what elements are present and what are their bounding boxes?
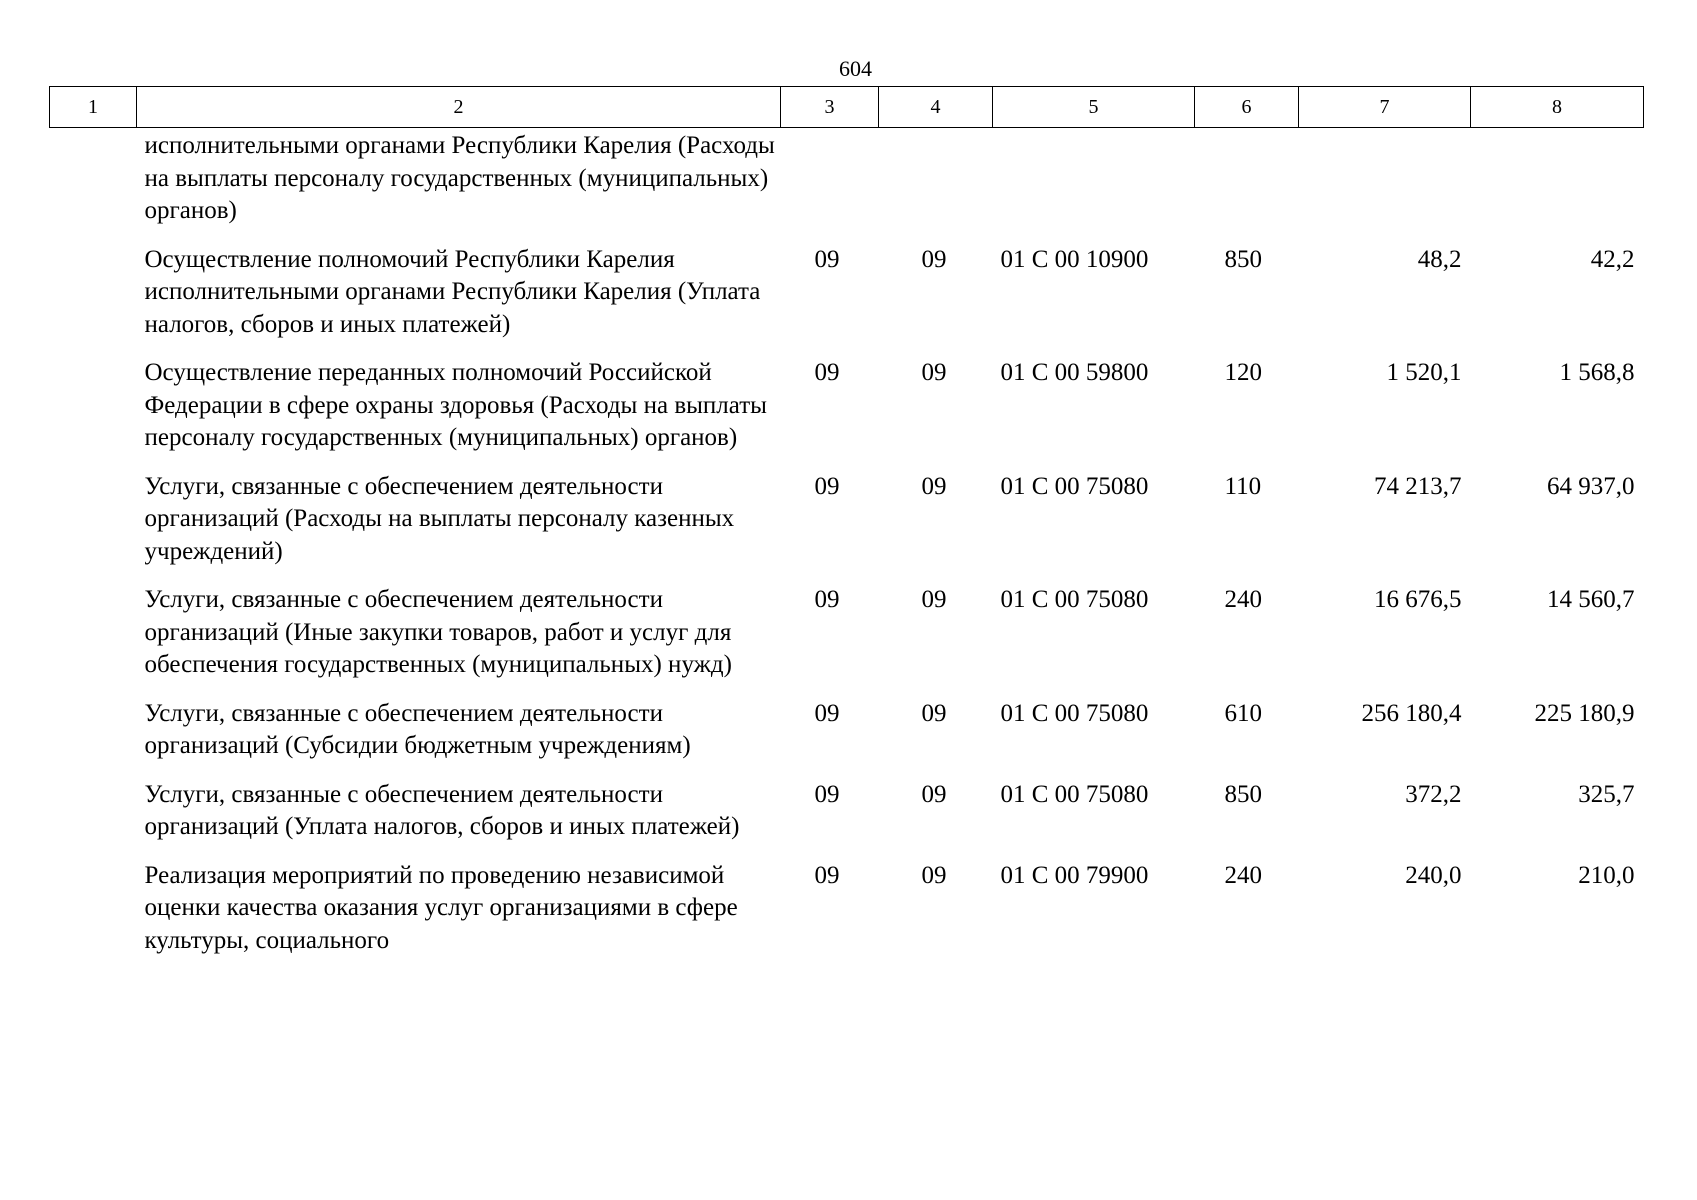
row-expense-type: 110 [1224, 472, 1262, 500]
row-amount-year-2: 42,2 [1590, 245, 1635, 273]
table-row [50, 357, 1644, 471]
row-target-article: 01 С 00 75080 [1000, 699, 1149, 727]
row-subsection: 09 [921, 780, 947, 808]
row-target-article: 01 С 00 59800 [1000, 359, 1149, 386]
row-amount-year-1: 240,0 [1405, 861, 1462, 889]
row-subsection: 09 [921, 861, 947, 889]
row-name: Осуществление полномочий Республики Карелия исполнительными органами Республики Карелия (Уплата налогов, сборов и иных платежей) [144, 245, 761, 338]
row-name: Осуществление переданных полномочий Российской Федерации в сфере охраны здоровья (Расходы на выплаты персоналу государственных (муниципальных) органов) [144, 359, 767, 451]
row-target-article: 01 С 00 79900 [1000, 861, 1149, 889]
row-name: Услуги, связанные с обеспечением деятельности организаций (Расходы на выплаты персоналу казенных учреждений) [144, 472, 735, 565]
header-col-3: 3 [781, 87, 879, 128]
row-section: 09 [814, 699, 840, 727]
row-target-article [993, 128, 1195, 244]
row-expense-type: 850 [1224, 245, 1262, 273]
row-name: Услуги, связанные с обеспечением деятельности организаций (Субсидии бюджетным учреждениям) [144, 699, 691, 759]
row-section: 09 [814, 359, 840, 386]
row-section: 09 [814, 245, 840, 273]
row-section: 09 [814, 586, 840, 613]
row-amount-year-1: 1 520,1 [1386, 359, 1462, 386]
row-amount-year-2 [1471, 128, 1644, 244]
row-subsection: 09 [921, 699, 947, 727]
row-amount-year-2: 210,0 [1578, 861, 1635, 889]
row-expense-type: 610 [1224, 699, 1262, 727]
table-row [50, 779, 1644, 860]
row-amount-year-2: 225 180,9 [1534, 699, 1635, 727]
row-subsection: 09 [921, 472, 947, 500]
row-subsection: 09 [921, 245, 947, 273]
header-col-8: 8 [1471, 87, 1644, 128]
row-section: 09 [814, 861, 840, 889]
row-expense-type [1195, 128, 1299, 244]
table-row [50, 471, 1644, 585]
table-row [50, 584, 1644, 698]
page-number: 604 [839, 56, 872, 81]
row-target-article: 01 С 00 75080 [1000, 780, 1149, 808]
header-col-1: 1 [50, 87, 137, 128]
row-amount-year-1: 16 676,5 [1374, 586, 1462, 613]
row-target-article: 01 С 00 75080 [1000, 472, 1149, 500]
row-name: Реализация мероприятий по проведению независимой оценки качества оказания услуг организациями в сфере культуры, социального [144, 861, 738, 954]
row-amount-year-1: 256 180,4 [1361, 699, 1462, 727]
row-expense-type: 240 [1224, 861, 1262, 889]
table-body [50, 128, 1644, 974]
row-amount-year-1: 74 213,7 [1374, 472, 1462, 500]
header-col-6: 6 [1195, 87, 1299, 128]
row-target-article: 01 С 00 10900 [1000, 245, 1149, 273]
table-row [50, 698, 1644, 779]
table-header [50, 87, 1644, 128]
row-subsection: 09 [921, 359, 947, 386]
row-section [781, 128, 879, 244]
row-section: 09 [814, 780, 840, 808]
row-name: Услуги, связанные с обеспечением деятельности организаций (Иные закупки товаров, работ и услуг для обеспечения государственных (муниципальных) нужд) [144, 586, 732, 678]
row-amount-year-2: 1 568,8 [1559, 359, 1635, 386]
row-expense-type: 120 [1224, 359, 1262, 386]
table-row [50, 128, 1644, 244]
row-subsection [879, 128, 993, 244]
row-amount-year-1 [1299, 128, 1471, 244]
row-expense-type: 850 [1224, 780, 1262, 808]
row-amount-year-2: 325,7 [1578, 780, 1635, 808]
row-amount-year-2: 14 560,7 [1547, 586, 1635, 613]
header-row [50, 87, 1644, 128]
row-name: Услуги, связанные с обеспечением деятельности организаций (Уплата налогов, сборов и иных платежей) [144, 780, 740, 840]
row-name: исполнительными органами Республики Карелия (Расходы на выплаты персоналу государственных (муниципальных) органов) [144, 132, 775, 224]
table-row [50, 244, 1644, 358]
row-amount-year-2: 64 937,0 [1547, 472, 1635, 500]
header-col-5: 5 [993, 87, 1195, 128]
budget-table [49, 86, 1644, 973]
table-row [50, 860, 1644, 974]
row-amount-year-1: 372,2 [1405, 780, 1462, 808]
row-target-article: 01 С 00 75080 [1000, 586, 1149, 613]
row-subsection: 09 [921, 586, 947, 613]
row-amount-year-1: 48,2 [1417, 245, 1462, 273]
row-expense-type: 240 [1224, 586, 1262, 613]
header-col-4: 4 [879, 87, 993, 128]
header-col-7: 7 [1299, 87, 1471, 128]
header-col-2: 2 [137, 87, 781, 128]
row-section: 09 [814, 472, 840, 500]
